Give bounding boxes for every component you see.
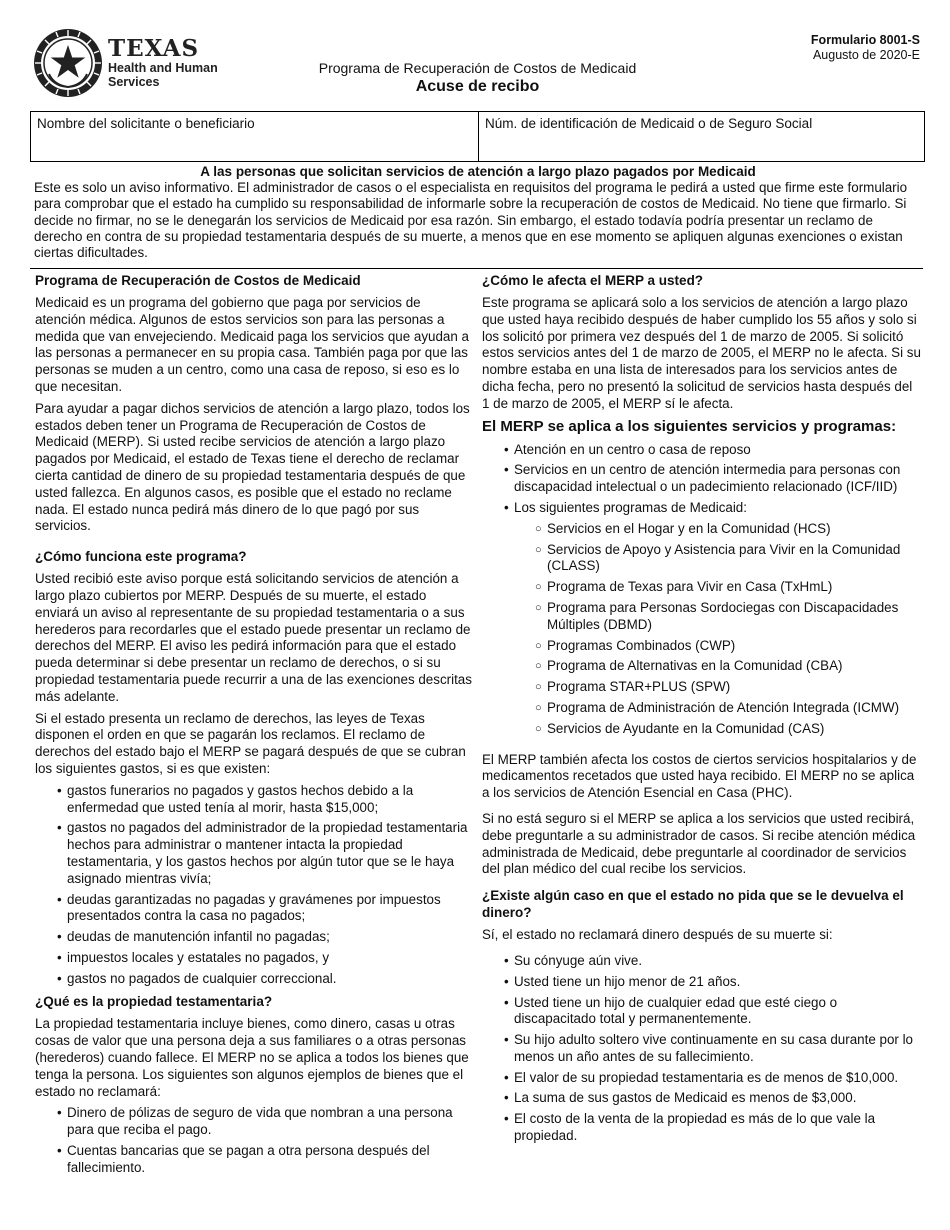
expenses-list bbox=[35, 783, 472, 988]
estate-paragraph: La propiedad testamentaria incluye bienes, como dinero, casas u otras cosas de valor que una persona deja a sus familiares o a otras personas (herederos) cuando fallece. El MERP no se aplica a todos los bienes que tenga la persona. Los siguientes son algunos ejemplos de bienes que el estado no reclamará: bbox=[35, 1016, 469, 1099]
merp-heading: Programa de Recuperación de Costos de Medicaid bbox=[35, 273, 361, 288]
list-item bbox=[504, 500, 922, 738]
list-item: • deudas de manutención infantil no pagadas; bbox=[57, 929, 472, 946]
medicaid-id-field[interactable] bbox=[479, 112, 924, 161]
how-it-works-paragraph: Usted recibió este aviso porque está solicitando servicios de atención a largo plazo cubiertos por MERP. Después de su muerte, el estado enviará un aviso al representante de su propiedad testamentaria o a sus herederos para recordarles que el estado puede presentar un reclamo de derechos del MERP. El aviso les pedirá información para que el estado pueda determinar si debe presentar un reclamo de derechos, o si su propiedad testamentaria puede recurrir a una de las exenciones descritas más adelante. bbox=[35, 571, 472, 704]
applicant-name-label: Nombre del solicitante o beneficiario bbox=[37, 116, 255, 131]
medicaid-id-label: Núm. de identificación de Medicaid o de Seguro Social bbox=[485, 116, 813, 131]
applicant-fields bbox=[30, 111, 925, 162]
document-title-block bbox=[250, 60, 705, 97]
form-identifier bbox=[811, 33, 920, 63]
covered-services-list bbox=[482, 442, 922, 738]
list-item: • impuestos locales y estatales no pagados, y bbox=[57, 950, 472, 967]
merp-intro-paragraph: Para ayudar a pagar dichos servicios de atención a largo plazo, todos los estados deben tener un Programa de Recuperación de Costos de Medicaid (MERP). Si usted recibe servicios de atención a largo plazo pagados por Medicaid, el estado de Texas tiene el derecho de reclamar cierta cantidad de dinero de su propiedad testamentaria después de que usted fallezca. En algunos casos, es posible que el estado no reclame nada. El estado nunca pedirá más dinero de lo que pagó por sus servicios. bbox=[35, 400, 470, 534]
logo-subtitle-line-1: Health and Human bbox=[108, 61, 218, 75]
list-item: • Usted tiene un hijo menor de 21 años. bbox=[504, 974, 922, 991]
section-divider bbox=[30, 268, 923, 269]
list-item: ○ Servicios de Ayudante en la Comunidad (CAS) bbox=[535, 721, 922, 738]
list-item: • Servicios en un centro de atención intermedia para personas con discapacidad intelectual o un padecimiento relacionado (ICF/IID) bbox=[504, 462, 922, 496]
list-item: ○ Programas Combinados (CWP) bbox=[535, 638, 922, 655]
list-item: ○ Programa de Texas para Vivir en Casa (TxHmL) bbox=[535, 579, 922, 596]
list-item-label: Los siguientes programas de Medicaid: bbox=[514, 499, 747, 515]
list-item: • El valor de su propiedad testamentaria es de menos de $10,000. bbox=[504, 1070, 922, 1087]
form-date: Augusto de 2020-E bbox=[812, 48, 920, 62]
medicaid-intro-paragraph: Medicaid es un programa del gobierno que paga por servicios de atención médica. Algunos de estos servicios son para las personas a medida que van envejeciendo. Medicaid paga los servicios que ayudan a las personas a permanecer en su propia casa. También paga por que las personas se muden a un centro, como una casa de reposo, si eso es lo que necesitan. bbox=[35, 295, 469, 394]
list-item: • Atención en un centro o casa de reposo bbox=[504, 442, 922, 459]
applicant-name-field[interactable] bbox=[31, 112, 479, 161]
notice-body: Este es solo un aviso informativo. El administrador de casos o el especialista en requisitos del programa le pedirá a usted que firme este formulario para comprobar que el estado ha cumplido su responsabilidad de informarle sobre la recuperación de costos de Medicaid. No tiene que firmarlo. Si decide no firmar, no se le denegarán los servicios de Medicaid por esa razón. Sin embargo, el estado todavía podría presentar un reclamo de derecho en contra de su propiedad testamentaria después de su muerte, a menos que en ese momento se apliquen algunas exenciones o existan ciertas dificultades. bbox=[34, 180, 908, 261]
list-item: ○ Programa STAR+PLUS (SPW) bbox=[535, 679, 922, 696]
list-item: ○ Programa de Administración de Atención Integrada (ICMW) bbox=[535, 700, 922, 717]
how-merp-affects-heading: ¿Cómo le afecta el MERP a usted? bbox=[482, 273, 704, 288]
case-manager-paragraph: Si no está seguro si el MERP se aplica a los servicios que usted recibirá, debe preguntarle a su administrador de casos. Si recibe atención médica administrada de Medicaid, debe preguntarle al coordinador de servicios del plan médico del cual recibe los servicios. bbox=[482, 810, 916, 877]
list-item: • gastos funerarios no pagados y gastos hechos debido a la enfermedad que usted tenía al morir, hasta $15,000; bbox=[57, 783, 472, 817]
logo-subtitle-line-2: Services bbox=[108, 75, 160, 89]
how-merp-affects-paragraph: Este programa se aplicará solo a los servicios de atención a largo plazo que usted haya recibido después de haber cumplido los 55 años y solo si los solicitó por primera vez después del 1 de marzo de 2005. Si solicitó estos servicios antes del 1 de marzo de 2005, el MERP no le afecta. Si su nombre estaba en una lista de interesados para los servicios antes de dicha fecha, pero no presentó la solicitud de servicios hasta después del 1 de marzo de 2005, el MERP sí le afecta. bbox=[482, 295, 921, 411]
list-item: • Su cónyuge aún vive. bbox=[504, 953, 922, 970]
exceptions-intro: Sí, el estado no reclamará dinero después de su muerte si: bbox=[482, 927, 833, 943]
informational-notice bbox=[34, 164, 922, 261]
texas-seal-icon bbox=[32, 27, 104, 99]
list-item: • gastos no pagados de cualquier correccional. bbox=[57, 971, 472, 988]
notice-heading: A las personas que solicitan servicios de atención a largo plazo pagados por Medicaid bbox=[200, 164, 756, 179]
logo-wordmark: TEXAS bbox=[108, 35, 200, 62]
document-title: Acuse de recibo bbox=[415, 78, 540, 95]
list-item: • Usted tiene un hijo de cualquier edad que esté ciego o discapacitado total y permanentemente. bbox=[504, 995, 922, 1029]
form-number: Formulario 8001-S bbox=[810, 33, 920, 47]
list-item: • El costo de la venta de la propiedad es más de lo que vale la propiedad. bbox=[504, 1111, 922, 1145]
list-item: • gastos no pagados del administrador de la propiedad testamentaria hechos para administrar o mantener intacta la propiedad testamentaria, y los gastos hechos por algún tutor que se le haya asignado mientras vivía; bbox=[57, 820, 472, 887]
list-item: ○ Servicios en el Hogar y en la Comunidad (HCS) bbox=[535, 521, 922, 538]
list-item: ○ Programa para Personas Sordociegas con Discapacidades Múltiples (DBMD) bbox=[535, 600, 922, 634]
hhs-logo bbox=[32, 27, 232, 99]
list-item: ○ Servicios de Apoyo y Asistencia para Vivir en la Comunidad (CLASS) bbox=[535, 542, 922, 576]
right-column bbox=[482, 272, 922, 1151]
exceptions-list bbox=[482, 953, 922, 1145]
left-column bbox=[35, 272, 472, 1183]
list-item: ○ Programa de Alternativas en la Comunidad (CBA) bbox=[535, 658, 922, 675]
list-item: • Cuentas bancarias que se pagan a otra persona después del fallecimiento. bbox=[57, 1143, 472, 1177]
how-it-works-heading: ¿Cómo funciona este programa? bbox=[35, 549, 247, 565]
list-item: • La suma de sus gastos de Medicaid es menos de $3,000. bbox=[504, 1090, 922, 1107]
covered-services-heading: El MERP se aplica a los siguientes servicios y programas: bbox=[482, 417, 897, 435]
exceptions-heading: ¿Existe algún caso en que el estado no pida que se le devuelva el dinero? bbox=[482, 888, 904, 921]
program-name: Programa de Recuperación de Costos de Medicaid bbox=[318, 60, 637, 76]
estate-heading: ¿Qué es la propiedad testamentaria? bbox=[35, 994, 273, 1010]
list-item: • Dinero de pólizas de seguro de vida que nombran a una persona para que reciba el pago. bbox=[57, 1105, 472, 1139]
medicaid-programs-list bbox=[514, 521, 922, 738]
exempt-assets-list bbox=[35, 1105, 472, 1176]
hospital-costs-paragraph: El MERP también afecta los costos de ciertos servicios hospitalarios y de medicamentos recetados que usted haya recibido. El MERP no se aplica a los servicios de Atención Esencial en Casa (PHC). bbox=[482, 751, 917, 801]
claim-order-paragraph: Si el estado presenta un reclamo de derechos, las leyes de Texas disponen el orden en que se pagarán los reclamos. El reclamo de derechos del estado bajo el MERP se pagará después de que se cubran los siguientes gastos, si es que existen: bbox=[35, 710, 466, 776]
list-item: • Su hijo adulto soltero vive continuamente en su casa durante por lo menos un año antes de su fallecimiento. bbox=[504, 1032, 922, 1066]
list-item: • deudas garantizadas no pagadas y gravámenes por impuestos presentados contra la casa no pagados; bbox=[57, 892, 472, 926]
